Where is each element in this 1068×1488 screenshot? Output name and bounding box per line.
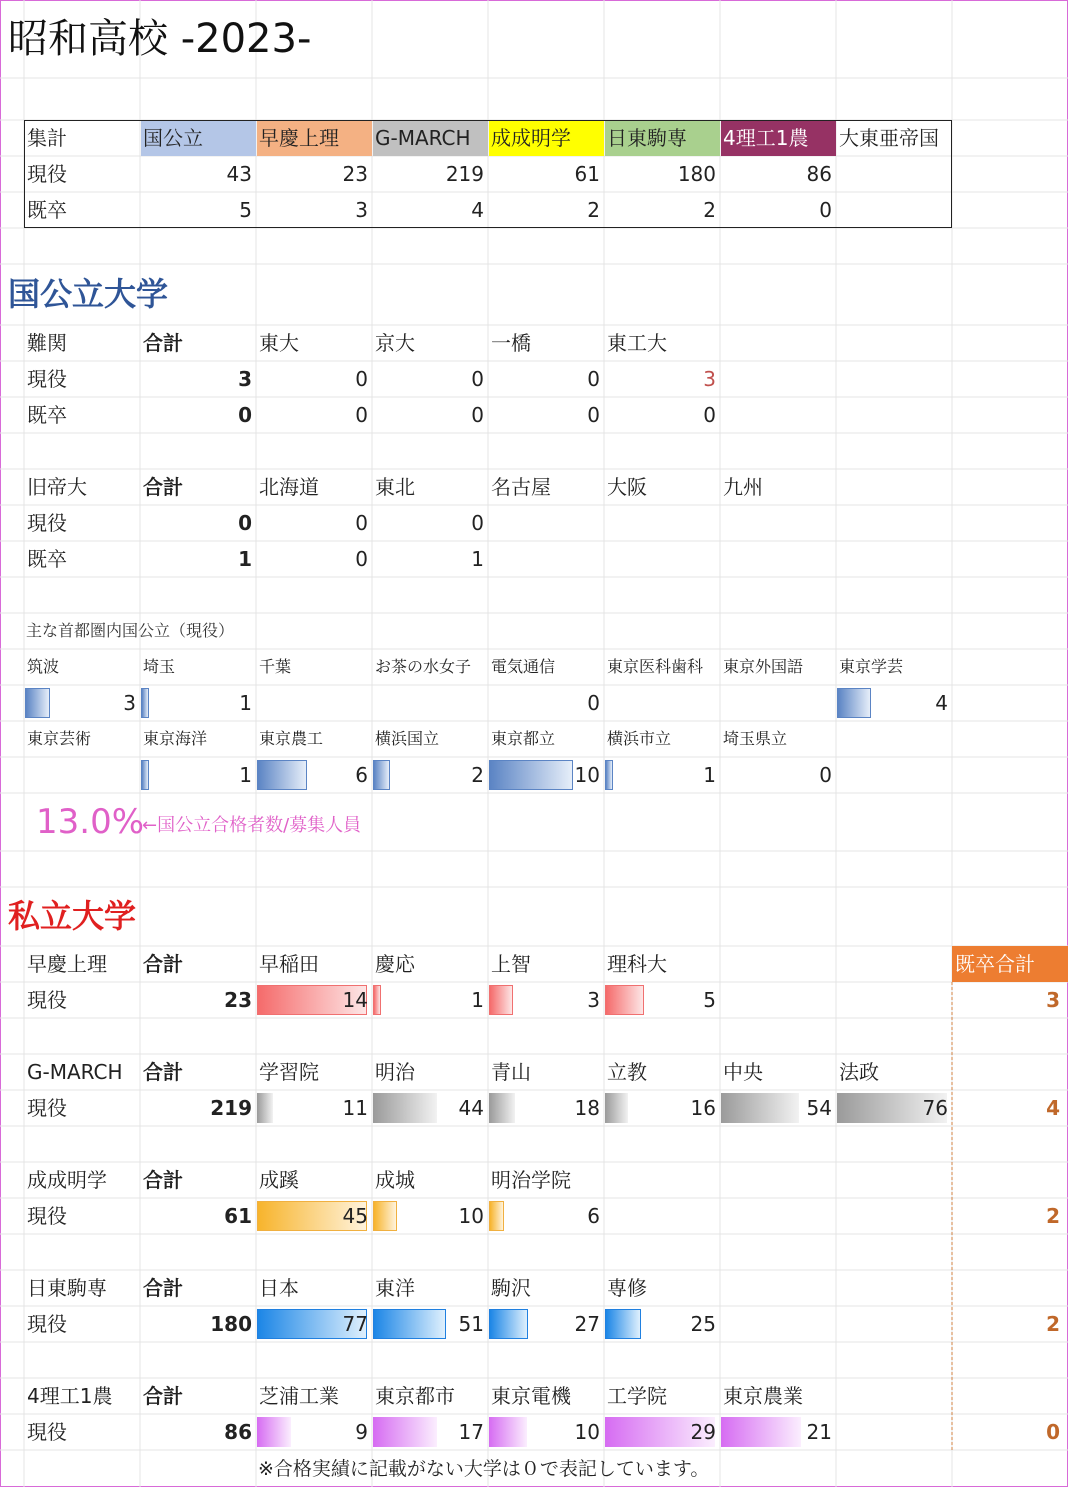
nanken-header-2: 東大 <box>259 331 299 355</box>
group-uni-value: 29 <box>690 1420 716 1444</box>
metro-uni-name: 横浜国立 <box>375 729 440 748</box>
summary-value: 5 <box>239 198 252 222</box>
group-uni-name: 学習院 <box>259 1060 319 1084</box>
group-uni-value: 77 <box>342 1312 368 1336</box>
nanken-value: 0 <box>471 403 484 427</box>
summary-value: 86 <box>806 162 832 186</box>
nanken-value: 3 <box>238 367 252 391</box>
group-uni-value: 17 <box>458 1420 484 1444</box>
kyuteidai-header-0: 旧帝大 <box>27 475 87 499</box>
summary-header-5: 日東駒専 <box>607 126 687 150</box>
metro-uni-value: 0 <box>819 763 832 787</box>
kyuteidai-value <box>720 505 836 541</box>
metro-uni-name: 電気通信 <box>491 657 556 676</box>
group-row-label: 現役 <box>27 1312 67 1336</box>
group-uni-name: 慶応 <box>375 952 415 976</box>
metro-uni-name: 東京農工 <box>259 729 324 748</box>
kyuteidai-header-6: 九州 <box>723 475 763 499</box>
group-uni-name: 明治 <box>375 1060 415 1084</box>
metro-uni-name: 横浜市立 <box>607 729 672 748</box>
group-name: 早慶上理 <box>27 952 107 976</box>
metro-uni-value: 3 <box>123 691 136 715</box>
group-uni-value: 76 <box>922 1096 948 1120</box>
group-total-label: 合計 <box>143 1168 183 1192</box>
metro-uni-name: お茶の水女子 <box>375 657 472 676</box>
group-kisotsu: 4 <box>1046 1096 1060 1120</box>
summary-value: 61 <box>574 162 600 186</box>
kyuteidai-value <box>488 505 604 541</box>
summary-value <box>836 156 952 192</box>
group-uni-name: 駒沢 <box>491 1276 531 1300</box>
kyuteidai-header-3: 東北 <box>375 475 415 499</box>
kyuteidai-header-4: 名古屋 <box>491 475 551 499</box>
kyuteidai-value <box>720 541 836 577</box>
group-total: 23 <box>224 988 252 1012</box>
group-uni-name: 東洋 <box>375 1276 415 1300</box>
kyuteidai-value: 0 <box>471 511 484 535</box>
metro-uni-value: 10 <box>574 763 600 787</box>
group-kisotsu: 3 <box>1046 988 1060 1012</box>
kyuteidai-value: 0 <box>238 511 252 535</box>
summary-value: 219 <box>445 162 484 186</box>
group-total-label: 合計 <box>143 1276 183 1300</box>
summary-value: 3 <box>355 198 368 222</box>
kyuteidai-value: 1 <box>238 547 252 571</box>
group-kisotsu: 0 <box>1046 1420 1060 1444</box>
metro-uni-value <box>372 685 488 721</box>
group-uni-name: 立教 <box>607 1060 647 1084</box>
group-uni-name: 芝浦工業 <box>259 1384 339 1408</box>
metro-uni-value: 2 <box>471 763 484 787</box>
nanken-row-label: 既卒 <box>27 403 67 427</box>
metro-uni-name: 東京学芸 <box>839 657 904 676</box>
summary-value: 180 <box>677 162 716 186</box>
nanken-header-4: 一橋 <box>491 331 531 355</box>
nanken-value: 0 <box>703 403 716 427</box>
group-uni-value: 16 <box>690 1096 716 1120</box>
group-uni-name: 成城 <box>375 1168 415 1192</box>
summary-value: 4 <box>471 198 484 222</box>
group-name: 日東駒専 <box>27 1276 107 1300</box>
kyuteidai-header-5: 大阪 <box>607 475 647 499</box>
metro-uni-value <box>604 685 720 721</box>
group-uni-name: 明治学院 <box>491 1168 571 1192</box>
kisotsu-header: 既卒合計 <box>955 952 1035 976</box>
private-heading: 私立大学 <box>8 897 137 935</box>
national-heading: 国公立大学 <box>8 275 169 313</box>
group-total: 219 <box>210 1096 252 1120</box>
metro-uni-name: 埼玉 <box>143 657 176 676</box>
nanken-value: 0 <box>355 367 368 391</box>
summary-header-7: 大東亜帝国 <box>839 126 939 150</box>
kyuteidai-value: 1 <box>471 547 484 571</box>
metro-uni-value: 4 <box>935 691 948 715</box>
summary-row-label: 既卒 <box>27 198 67 222</box>
summary-row-label: 現役 <box>27 162 67 186</box>
group-uni-value: 14 <box>342 988 368 1012</box>
metro-uni-value: 1 <box>703 763 716 787</box>
group-row-label: 現役 <box>27 1420 67 1444</box>
group-kisotsu: 2 <box>1046 1204 1060 1228</box>
group-name: G-MARCH <box>27 1060 123 1084</box>
summary-value: 43 <box>226 162 252 186</box>
metro-uni-name: 筑波 <box>27 657 60 676</box>
group-uni-name: 日本 <box>259 1276 299 1300</box>
group-uni-name: 成蹊 <box>259 1168 299 1192</box>
metro-uni-name: 東京海洋 <box>143 729 208 748</box>
group-uni-name: 東京都市 <box>375 1384 455 1408</box>
group-total-label: 合計 <box>143 1384 183 1408</box>
metro-uni-name: 東京外国語 <box>723 657 804 676</box>
metro-uni-value <box>720 685 836 721</box>
group-uni-value: 44 <box>458 1096 484 1120</box>
group-total: 86 <box>224 1420 252 1444</box>
summary-value <box>836 192 952 228</box>
group-uni-value: 27 <box>574 1312 600 1336</box>
metro-uni-name: 千葉 <box>259 657 292 676</box>
nanken-header-0: 難関 <box>27 331 67 355</box>
kyuteidai-value <box>604 505 720 541</box>
group-uni-name: 工学院 <box>607 1384 667 1408</box>
group-uni-value: 6 <box>587 1204 600 1228</box>
summary-header-2: 早慶上理 <box>259 126 339 150</box>
metro-uni-name: 埼玉県立 <box>723 729 788 748</box>
group-uni-name: 青山 <box>491 1060 531 1084</box>
kyuteidai-value: 0 <box>355 511 368 535</box>
group-uni-value: 18 <box>574 1096 600 1120</box>
kyuteidai-value <box>604 541 720 577</box>
group-row-label: 現役 <box>27 1204 67 1228</box>
group-total: 61 <box>224 1204 252 1228</box>
nanken-value: 0 <box>587 403 600 427</box>
summary-value: 0 <box>819 198 832 222</box>
group-uni-name: 上智 <box>491 952 531 976</box>
kyuteidai-header-2: 北海道 <box>259 475 319 499</box>
group-uni-value: 54 <box>806 1096 832 1120</box>
group-uni-name: 法政 <box>839 1060 879 1084</box>
kyuteidai-row-label: 現役 <box>27 511 67 535</box>
nanken-header-3: 京大 <box>375 331 415 355</box>
group-uni-value: 10 <box>574 1420 600 1444</box>
group-uni-name: 東京農業 <box>723 1384 803 1408</box>
summary-header-1: 国公立 <box>143 126 203 150</box>
summary-header-4: 成成明学 <box>491 126 571 150</box>
group-kisotsu: 2 <box>1046 1312 1060 1336</box>
kyuteidai-header-1: 合計 <box>143 475 183 499</box>
group-total-label: 合計 <box>143 1060 183 1084</box>
metro-uni-value: 6 <box>355 763 368 787</box>
group-name: 成成明学 <box>27 1168 107 1192</box>
ratio-value: 13.0% <box>36 802 145 842</box>
nanken-row-label: 現役 <box>27 367 67 391</box>
group-total: 180 <box>210 1312 252 1336</box>
group-uni-value: 1 <box>471 988 484 1012</box>
ratio-note: ←国公立合格者数/募集人員 <box>142 815 362 836</box>
footnote: ※合格実績に記載がない大学は０で表記しています。 <box>258 1458 710 1480</box>
nanken-header-5: 東工大 <box>607 331 667 355</box>
metro-uni-name: 東京医科歯科 <box>607 657 704 676</box>
group-uni-value: 51 <box>458 1312 484 1336</box>
kyuteidai-row-label: 既卒 <box>27 547 67 571</box>
metro-uni-value: 1 <box>239 763 252 787</box>
summary-value: 2 <box>703 198 716 222</box>
summary-header-6: 4理工1農 <box>723 126 809 150</box>
nanken-value: 3 <box>703 367 716 391</box>
page-title: 昭和高校 -2023- <box>8 16 312 62</box>
metro-uni-name: 東京都立 <box>491 729 556 748</box>
metro-uni-value: 1 <box>239 691 252 715</box>
group-uni-value: 21 <box>806 1420 832 1444</box>
summary-value: 23 <box>342 162 368 186</box>
group-uni-value: 45 <box>342 1204 368 1228</box>
summary-header-3: G-MARCH <box>375 126 471 150</box>
kyuteidai-value <box>488 541 604 577</box>
metro-uni-value <box>256 685 372 721</box>
group-uni-value: 25 <box>690 1312 716 1336</box>
group-uni-value: 11 <box>342 1096 368 1120</box>
group-uni-name: 専修 <box>607 1276 647 1300</box>
nanken-value: 0 <box>238 403 252 427</box>
group-total-label: 合計 <box>143 952 183 976</box>
summary-header-label: 集計 <box>27 126 67 150</box>
group-row-label: 現役 <box>27 1096 67 1120</box>
nanken-value: 0 <box>587 367 600 391</box>
group-uni-name: 東京電機 <box>491 1384 571 1408</box>
group-uni-value: 10 <box>458 1204 484 1228</box>
kyuteidai-value: 0 <box>355 547 368 571</box>
summary-value: 2 <box>587 198 600 222</box>
metro-uni-value <box>24 757 140 793</box>
group-name: 4理工1農 <box>27 1384 113 1408</box>
metro-uni-name: 東京芸術 <box>27 729 92 748</box>
nanken-value: 0 <box>471 367 484 391</box>
nanken-value: 0 <box>355 403 368 427</box>
group-uni-value: 3 <box>587 988 600 1012</box>
group-uni-value: 9 <box>355 1420 368 1444</box>
group-uni-name: 理科大 <box>607 952 667 976</box>
metro-uni-value: 0 <box>587 691 600 715</box>
group-uni-name: 早稲田 <box>259 952 319 976</box>
nanken-header-1: 合計 <box>143 331 183 355</box>
group-row-label: 現役 <box>27 988 67 1012</box>
group-uni-name: 中央 <box>723 1060 763 1084</box>
group-uni-value: 5 <box>703 988 716 1012</box>
metro-title: 主な首都圏内国公立（現役） <box>26 621 235 640</box>
